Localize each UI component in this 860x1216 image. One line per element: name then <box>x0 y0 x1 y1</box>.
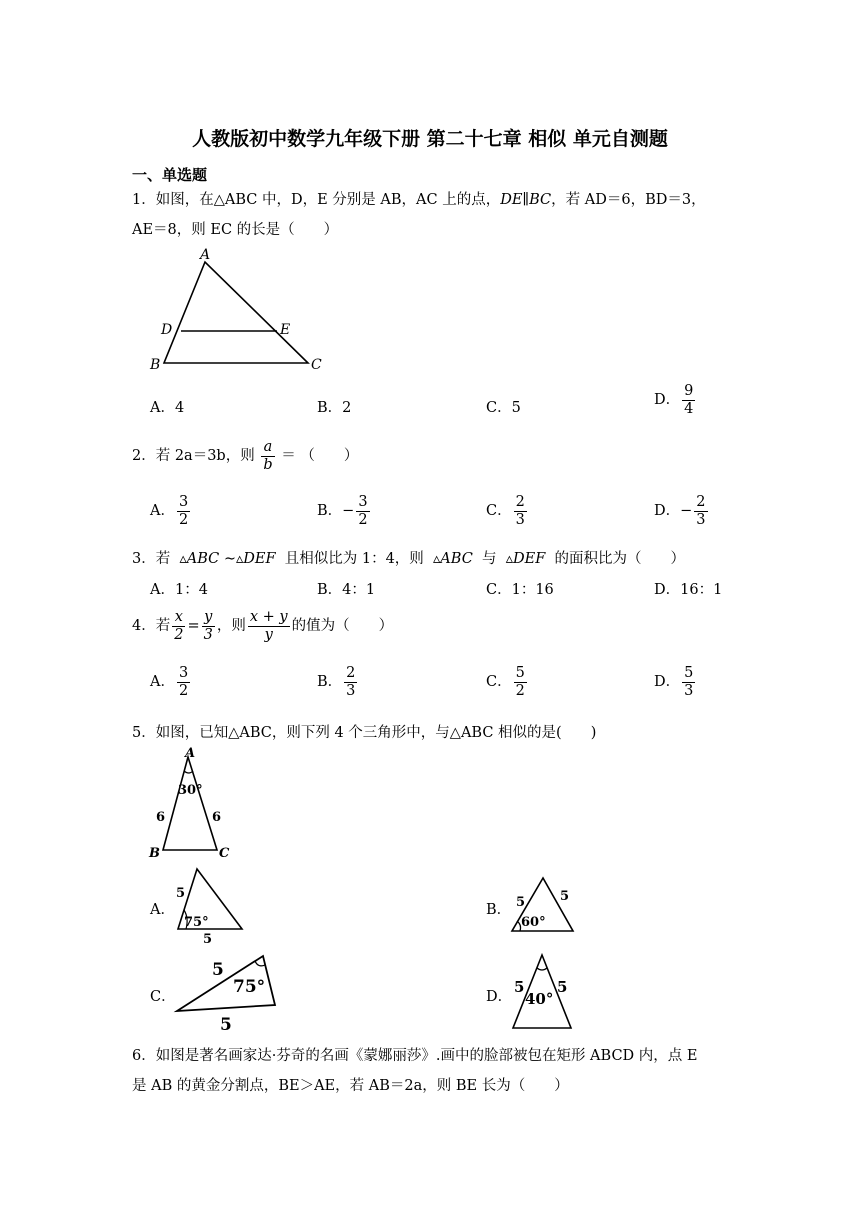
q5-option-c-side-top: 5 <box>212 960 224 980</box>
q3-mid: 且相似比为 1：4，则 <box>284 551 424 567</box>
q3-option-a[interactable]: A．1：4 <box>150 582 208 598</box>
q1-text-b: ，若 AD＝6，BD＝3， <box>551 192 706 208</box>
q5-option-d-side-right: 5 <box>557 978 568 996</box>
q5-main-label-c: C <box>219 846 230 861</box>
q4-option-c-num: 5 <box>515 665 525 681</box>
q2-option-b-den: 2 <box>358 511 368 528</box>
q4-eq: = <box>187 618 200 635</box>
q2-option-a-num: 3 <box>178 494 189 510</box>
q2-option-b[interactable] <box>317 494 372 528</box>
q2-prefix: 2．若 2a＝3b，则 <box>132 448 255 465</box>
q4-option-a-den: 2 <box>178 682 189 699</box>
q4-mid: ，则 <box>216 618 246 635</box>
q1-option-d[interactable] <box>654 383 697 417</box>
q2-suffix: ＝ （ ） <box>281 448 359 465</box>
q4-option-d-prefix: D． <box>654 674 681 691</box>
question-2 <box>132 439 358 473</box>
q1-label-d: D <box>161 322 173 338</box>
q4-option-a-prefix: A． <box>150 674 175 691</box>
q5-option-a-figure[interactable] <box>170 860 255 948</box>
q5-option-d-figure[interactable] <box>505 948 585 1034</box>
q4-option-d-den: 3 <box>684 682 694 699</box>
section-heading: 一、单选题 <box>132 166 208 184</box>
q4-option-c-prefix: C． <box>486 674 512 691</box>
q1-option-b[interactable]: B．2 <box>317 400 352 416</box>
q2-option-d-prefix: D． <box>654 503 681 520</box>
q3-and: 与 <box>482 551 497 567</box>
q2-option-c[interactable] <box>486 494 529 528</box>
q5-option-c-side-bottom: 5 <box>220 1015 232 1035</box>
q4-option-b-num: 2 <box>346 665 356 681</box>
q3-option-c[interactable]: C．1：16 <box>486 582 554 598</box>
q4-option-d-num: 5 <box>684 665 694 681</box>
question-6-line-2: 是 AB 的黄金分割点，BE＞AE，若 AB＝2a，则 BE 长为（ ） <box>132 1078 569 1094</box>
q4-option-c[interactable] <box>486 665 529 699</box>
q2-option-b-sign: − <box>342 503 355 520</box>
q5-main-triangle <box>163 757 217 850</box>
q2-option-a-den: 2 <box>178 511 189 528</box>
q5-main-side-right: 6 <box>212 810 222 825</box>
q5-option-b-side-left: 5 <box>516 895 526 910</box>
q4-option-b-den: 3 <box>346 682 356 699</box>
q1-option-a[interactable]: A．4 <box>150 400 185 416</box>
q5-option-c-label[interactable]: C． <box>150 989 176 1005</box>
q2-option-a-prefix: A． <box>150 503 175 520</box>
q4-f2-num: y <box>202 609 215 627</box>
q2-option-c-den: 3 <box>515 511 525 528</box>
q5-option-a-angle: 75° <box>184 915 209 930</box>
q5-main-side-left: 6 <box>156 810 166 825</box>
q1-label-e: E <box>280 322 291 338</box>
q2-frac-num: a <box>261 439 274 457</box>
q4-f2-den: 3 <box>203 626 213 643</box>
q1-math-parallel: DE∥BC <box>500 192 552 208</box>
q5-option-a-side: 5 <box>176 886 186 901</box>
q5-option-b-label[interactable]: B． <box>486 902 512 918</box>
q2-option-b-prefix: B． <box>317 503 343 520</box>
q5-option-b-figure[interactable] <box>506 868 586 938</box>
q2-option-d-num: 2 <box>696 494 706 510</box>
q5-option-b-side-right: 5 <box>560 889 570 904</box>
q1-option-c[interactable]: C．5 <box>486 400 521 416</box>
q3-suffix: 的面积比为（ ） <box>554 551 686 567</box>
q1-option-d-prefix: D． <box>654 392 681 409</box>
question-4 <box>132 609 393 643</box>
q5-option-d-side-left: 5 <box>514 978 525 996</box>
q1-label-b: B <box>150 357 161 373</box>
q5-option-d-angle-arc <box>537 968 547 970</box>
q5-option-a-label[interactable]: A． <box>150 902 175 918</box>
q2-option-d-sign: − <box>680 503 693 520</box>
q4-option-a[interactable] <box>150 665 192 699</box>
q5-option-d-angle: 40° <box>525 990 554 1008</box>
q5-main-triangle-figure <box>144 745 244 863</box>
question-6-line-1: 6．如图是著名画家达·芬奇的名画《蒙娜丽莎》.画中的脸部被包在矩形 ABCD 内，点 E <box>132 1048 698 1064</box>
q1-text-a: 1．如图，在△ABC 中，D，E 分别是 AB，AC 上的点， <box>132 192 501 208</box>
question-5: 5．如图，已知△ABC，则下列 4 个三角形中，与△ABC 相似的是( ) <box>132 725 597 741</box>
q3-math-similar: ▵ABC ∼▵DEF <box>179 551 276 567</box>
q4-option-b[interactable] <box>317 665 359 699</box>
q4-f1-num: x <box>172 609 185 627</box>
q4-f3-den: y <box>264 626 273 643</box>
q4-option-d[interactable] <box>654 665 697 699</box>
q3-math-abc: ▵ABC <box>433 551 473 567</box>
q1-option-d-num: 9 <box>684 383 694 399</box>
q2-option-d[interactable] <box>654 494 710 528</box>
q5-option-b-angle: 60° <box>521 915 546 930</box>
q2-option-d-den: 3 <box>696 511 706 528</box>
q2-option-c-prefix: C． <box>486 503 512 520</box>
q3-prefix: 3．若 <box>132 551 171 567</box>
q2-option-a[interactable] <box>150 494 192 528</box>
q5-option-a-base: 5 <box>203 932 213 947</box>
q5-option-c-figure[interactable] <box>172 948 284 1036</box>
q1-triangle-abc <box>164 262 308 363</box>
question-1-line-2: AE＝8，则 EC 的长是（ ） <box>132 222 339 238</box>
q1-triangle-figure <box>140 245 340 377</box>
q5-main-label-a: A <box>185 746 196 761</box>
q4-f3-num: x + y <box>249 609 288 625</box>
q3-math-def: ▵DEF <box>505 551 546 567</box>
q1-label-c: C <box>311 357 322 373</box>
q5-option-c-angle: 75° <box>233 977 266 997</box>
question-1-line-1 <box>132 188 706 209</box>
q2-option-b-num: 3 <box>358 494 368 510</box>
q5-option-d-label[interactable]: D． <box>486 989 513 1005</box>
q4-option-a-num: 3 <box>178 665 189 681</box>
q4-prefix: 4．若 <box>132 618 171 635</box>
q3-option-b[interactable]: B．4：1 <box>317 582 376 598</box>
q4-option-b-prefix: B． <box>317 674 343 691</box>
q4-f1-den: 2 <box>174 626 184 643</box>
q4-suffix: 的值为（ ） <box>291 618 394 635</box>
q5-main-angle: 30° <box>178 783 203 798</box>
page-title: 人教版初中数学九年级下册 第二十七章 相似 单元自测题 <box>192 128 668 150</box>
q3-option-d[interactable]: D．16：1 <box>654 582 723 598</box>
q5-main-label-b: B <box>149 846 160 861</box>
q1-label-a: A <box>200 247 211 263</box>
q2-frac-den: b <box>263 456 273 473</box>
q1-option-d-den: 4 <box>684 400 694 417</box>
q4-option-c-den: 2 <box>515 682 525 699</box>
question-3 <box>132 547 685 568</box>
q2-option-c-num: 2 <box>515 494 525 510</box>
